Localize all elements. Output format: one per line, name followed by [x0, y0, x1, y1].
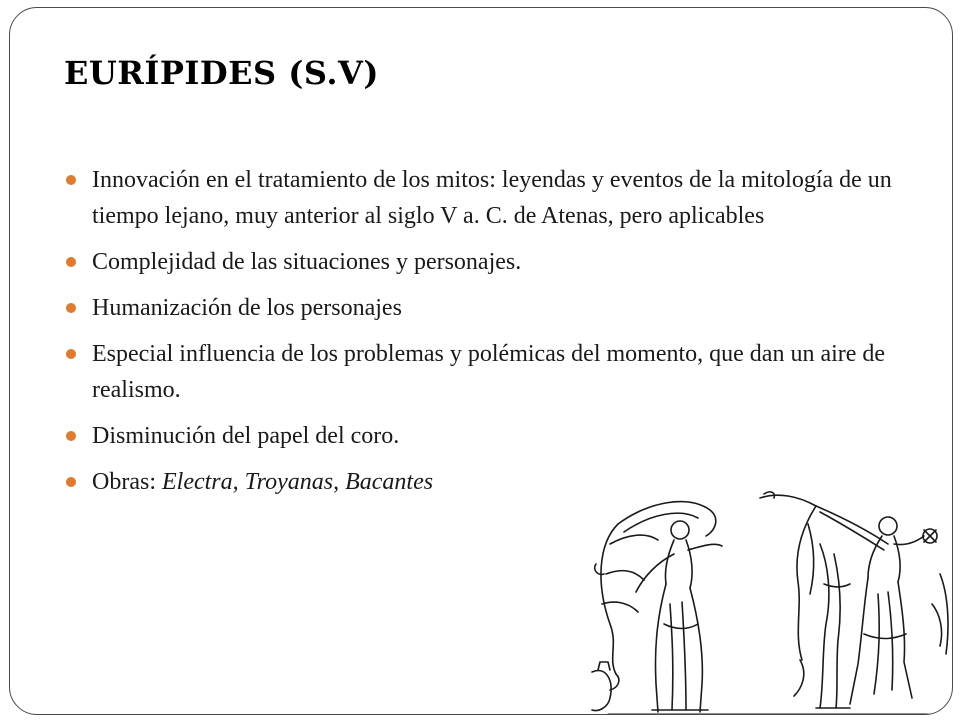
bullet-item — [60, 162, 900, 234]
bullet-item — [60, 418, 562, 454]
bullet-item — [60, 336, 900, 408]
bullet-item — [60, 244, 900, 280]
bullet-dot-icon — [66, 257, 76, 267]
work-separator: , — [232, 469, 245, 495]
bullet-dot-icon — [66, 477, 76, 487]
bullet-item-works — [60, 464, 562, 500]
bullet-item — [60, 290, 900, 326]
bullet-dot-icon — [66, 303, 76, 313]
slide — [9, 7, 953, 715]
bullet-text: Disminución del papel del coro. — [92, 423, 400, 449]
slide-title: EURÍPIDES (S.V) — [64, 54, 379, 92]
work-separator: , — [333, 469, 346, 495]
works-label: Obras: — [92, 469, 162, 495]
work-title: Troyanas — [244, 469, 334, 495]
bullet-dot-icon — [66, 431, 76, 441]
work-title: Bacantes — [345, 469, 434, 495]
bullet-dot-icon — [66, 175, 76, 185]
bullet-text: Complejidad de las situaciones y personajes. — [92, 249, 522, 275]
bullet-list — [60, 162, 900, 510]
bullet-text: Humanización de los personajes — [92, 295, 402, 321]
greek-dancers-illustration — [588, 484, 953, 715]
bullet-dot-icon — [66, 349, 76, 359]
bullet-text: Innovación en el tratamiento de los mitos: leyendas y eventos de la mitología de un tiempo lejano, muy anterior al siglo V a. C. de Atenas, pero aplicables — [92, 167, 892, 229]
work-title: Electra — [161, 469, 233, 495]
bullet-text: Especial influencia de los problemas y polémicas del momento, que dan un aire de realismo. — [92, 341, 886, 403]
